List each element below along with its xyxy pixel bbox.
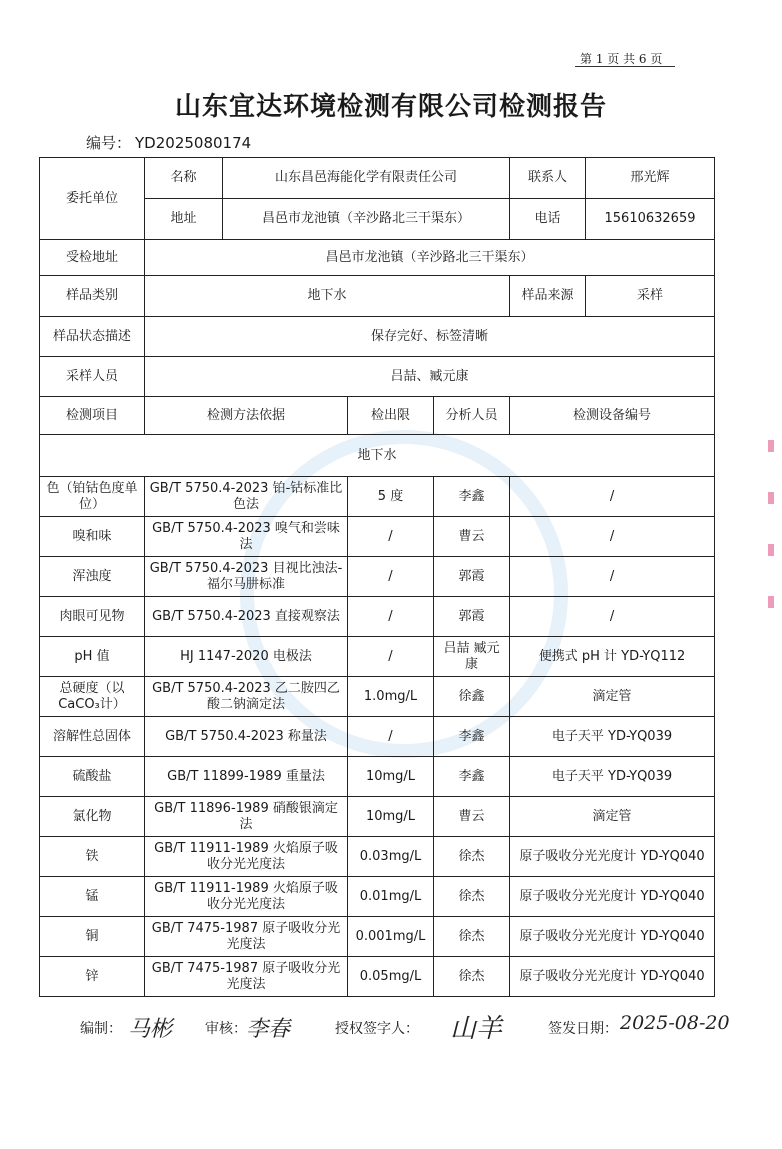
sampler-value: 吕喆、臧元康 — [145, 357, 715, 397]
row-analyst: 曹云 — [434, 797, 510, 837]
contact-value: 邢光辉 — [586, 158, 715, 199]
row-analyst: 徐鑫 — [434, 677, 510, 717]
row-method: GB/T 5750.4-2023 铂-钴标准比色法 — [145, 477, 348, 517]
site-label: 受检地址 — [40, 240, 145, 276]
row-item: 铁 — [40, 837, 145, 877]
client-name: 山东昌邑海能化学有限责任公司 — [223, 158, 510, 199]
sample-source-label: 样品来源 — [510, 276, 586, 317]
sample-state-value: 保存完好、标签清晰 — [145, 317, 715, 357]
row-analyst: 郭霞 — [434, 597, 510, 637]
row-method: GB/T 11899-1989 重量法 — [145, 757, 348, 797]
row-device: / — [510, 557, 715, 597]
row-analyst: 徐杰 — [434, 917, 510, 957]
row-device: 原子吸收分光光度计 YD-YQ040 — [510, 957, 715, 997]
row-analyst: 李鑫 — [434, 757, 510, 797]
editor-signature: 马彬 — [128, 1017, 173, 1042]
table-row — [40, 797, 715, 837]
report-number — [82, 132, 251, 153]
signer-label: 授权签字人： — [335, 1021, 419, 1037]
row-item: 浑浊度 — [40, 557, 145, 597]
row-device: / — [510, 477, 715, 517]
row-method: GB/T 5750.4-2023 嗅气和尝味法 — [145, 517, 348, 557]
row-device: 滴定管 — [510, 797, 715, 837]
col-header-limit: 检出限 — [348, 397, 434, 435]
row-item: 铜 — [40, 917, 145, 957]
row-item: 氯化物 — [40, 797, 145, 837]
edge-mark — [768, 596, 774, 608]
report-number-value: YD2025080174 — [135, 134, 252, 152]
row-limit: 5 度 — [348, 477, 434, 517]
row-item: 硫酸盐 — [40, 757, 145, 797]
phone-label: 电话 — [510, 199, 586, 240]
row-item: 溶解性总固体 — [40, 717, 145, 757]
table-row — [40, 717, 715, 757]
row-method: GB/T 5750.4-2023 称量法 — [145, 717, 348, 757]
phone-value: 15610632659 — [586, 199, 715, 240]
row-method: GB/T 11911-1989 火焰原子吸收分光光度法 — [145, 837, 348, 877]
table-row — [40, 597, 715, 637]
row-limit: / — [348, 637, 434, 677]
row-method: GB/T 5750.4-2023 直接观察法 — [145, 597, 348, 637]
row-device: / — [510, 597, 715, 637]
row-device: 原子吸收分光光度计 YD-YQ040 — [510, 917, 715, 957]
table-row — [40, 957, 715, 997]
sample-type-label: 样品类别 — [40, 276, 145, 317]
sample-source-value: 采样 — [586, 276, 715, 317]
row-item: 锰 — [40, 877, 145, 917]
page-edge-marks — [768, 440, 776, 740]
row-device: 滴定管 — [510, 677, 715, 717]
row-method: GB/T 11911-1989 火焰原子吸收分光光度法 — [145, 877, 348, 917]
report-number-label: 编号： — [86, 134, 132, 152]
row-analyst: 郭霞 — [434, 557, 510, 597]
row-analyst: 徐杰 — [434, 957, 510, 997]
edge-mark — [768, 440, 774, 452]
row-device: 原子吸收分光光度计 YD-YQ040 — [510, 877, 715, 917]
col-header-analyst: 分析人员 — [434, 397, 510, 435]
table-row — [40, 917, 715, 957]
signer-signature: 山羊 — [450, 1014, 503, 1044]
row-analyst: 曹云 — [434, 517, 510, 557]
issue-date: 2025-08-20 — [620, 1012, 730, 1034]
site-value: 昌邑市龙池镇（辛沙路北三干渠东） — [145, 240, 715, 276]
contact-label: 联系人 — [510, 158, 586, 199]
row-method: GB/T 11896-1989 硝酸银滴定法 — [145, 797, 348, 837]
client-name-label: 名称 — [145, 158, 223, 199]
sample-type-value: 地下水 — [145, 276, 510, 317]
sample-state-label: 样品状态描述 — [40, 317, 145, 357]
row-limit: / — [348, 517, 434, 557]
reviewer-label: 审核： — [205, 1021, 247, 1037]
row-item: 色（铂钴色度单位） — [40, 477, 145, 517]
table-row — [40, 517, 715, 557]
page-indicator-underline — [575, 66, 675, 67]
row-method: HJ 1147-2020 电极法 — [145, 637, 348, 677]
editor-label: 编制： — [80, 1021, 122, 1037]
row-analyst: 吕喆 臧元康 — [434, 637, 510, 677]
sampler-label: 采样人员 — [40, 357, 145, 397]
report-table — [39, 157, 715, 997]
table-row — [40, 837, 715, 877]
edge-mark — [768, 544, 774, 556]
row-limit: 0.05mg/L — [348, 957, 434, 997]
col-header-device: 检测设备编号 — [510, 397, 715, 435]
row-item: 总硬度（以CaCO₃计） — [40, 677, 145, 717]
row-limit: 10mg/L — [348, 797, 434, 837]
row-limit: 0.03mg/L — [348, 837, 434, 877]
row-device: 电子天平 YD-YQ039 — [510, 717, 715, 757]
row-device: 电子天平 YD-YQ039 — [510, 757, 715, 797]
col-header-method: 检测方法依据 — [145, 397, 348, 435]
row-limit: / — [348, 557, 434, 597]
row-device: / — [510, 517, 715, 557]
table-row — [40, 677, 715, 717]
row-item: pH 值 — [40, 637, 145, 677]
row-method: GB/T 7475-1987 原子吸收分光光度法 — [145, 917, 348, 957]
edge-mark — [768, 492, 774, 504]
row-analyst: 李鑫 — [434, 477, 510, 517]
row-method: GB/T 5750.4-2023 目视比浊法-福尔马肼标准 — [145, 557, 348, 597]
row-limit: / — [348, 717, 434, 757]
table-row — [40, 637, 715, 677]
row-analyst: 徐杰 — [434, 877, 510, 917]
row-item: 锌 — [40, 957, 145, 997]
client-section-label: 委托单位 — [40, 158, 145, 240]
row-limit: / — [348, 597, 434, 637]
section-header: 地下水 — [40, 435, 715, 477]
client-address-label: 地址 — [145, 199, 223, 240]
report-title: 山东宜达环境检测有限公司检测报告 — [174, 92, 607, 122]
row-method: GB/T 7475-1987 原子吸收分光光度法 — [145, 957, 348, 997]
row-device: 原子吸收分光光度计 YD-YQ040 — [510, 837, 715, 877]
table-row — [40, 557, 715, 597]
table-row — [40, 477, 715, 517]
row-limit: 0.01mg/L — [348, 877, 434, 917]
reviewer-signature: 李春 — [246, 1017, 291, 1042]
client-address: 昌邑市龙池镇（辛沙路北三干渠东） — [223, 199, 510, 240]
row-item: 肉眼可见物 — [40, 597, 145, 637]
row-analyst: 李鑫 — [434, 717, 510, 757]
row-limit: 0.001mg/L — [348, 917, 434, 957]
table-row — [40, 877, 715, 917]
row-limit: 10mg/L — [348, 757, 434, 797]
page-indicator: 第 1 页 共 6 页 — [580, 52, 663, 66]
row-analyst: 徐杰 — [434, 837, 510, 877]
col-header-item: 检测项目 — [40, 397, 145, 435]
row-limit: 1.0mg/L — [348, 677, 434, 717]
table-row — [40, 757, 715, 797]
row-method: GB/T 5750.4-2023 乙二胺四乙酸二钠滴定法 — [145, 677, 348, 717]
date-label: 签发日期： — [548, 1021, 618, 1037]
row-device: 便携式 pH 计 YD-YQ112 — [510, 637, 715, 677]
row-item: 嗅和味 — [40, 517, 145, 557]
